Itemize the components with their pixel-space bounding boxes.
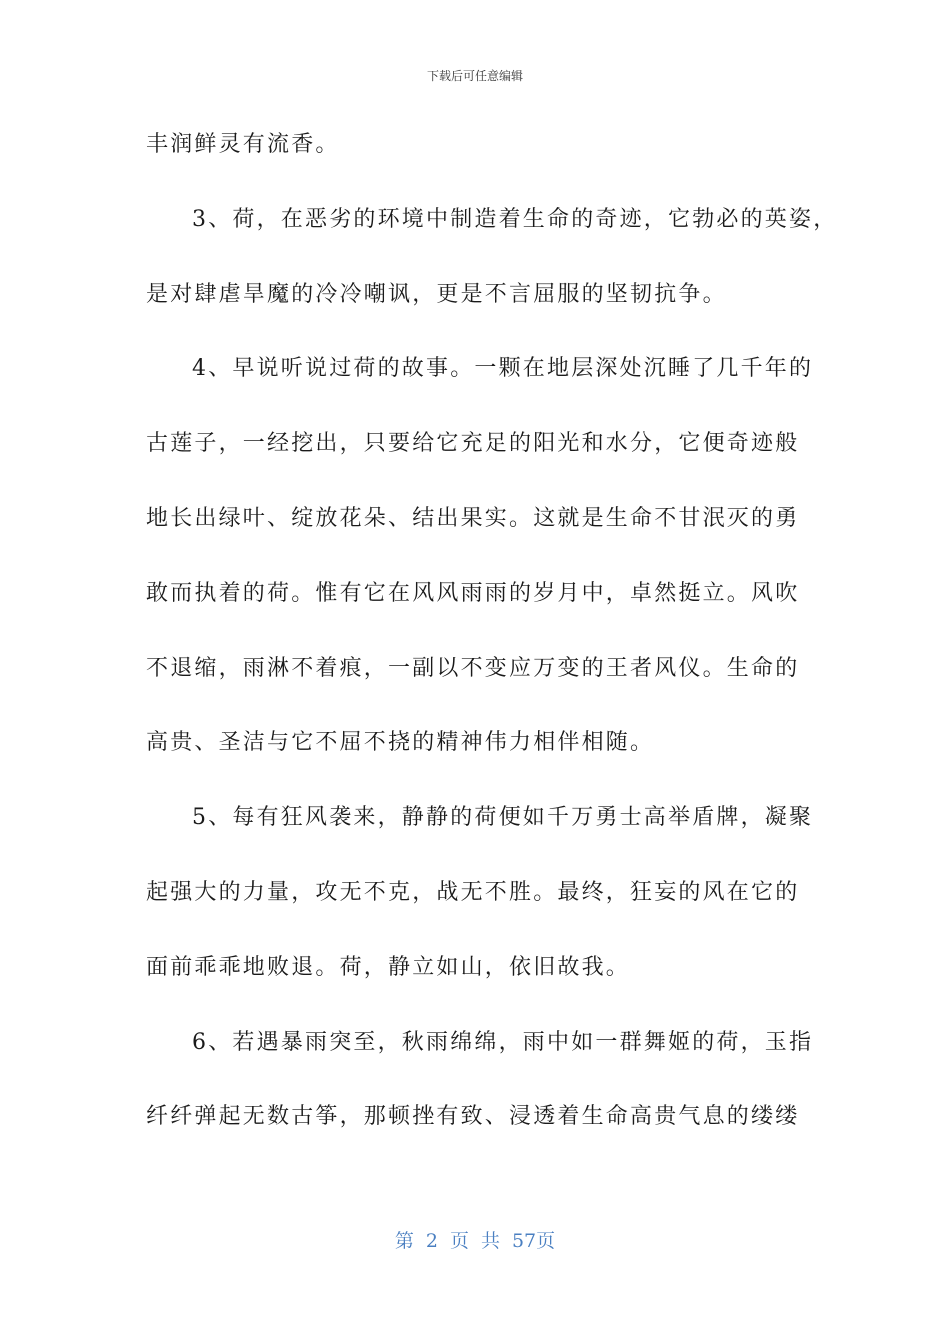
text-line: 古莲子，一经挖出，只要给它充足的阳光和水分，它便奇迹般	[146, 431, 800, 457]
page-header: 下载后可任意编辑	[426, 69, 523, 83]
text-line: 敢而执着的荷。惟有它在风风雨雨的岁月中，卓然挺立。风吹	[146, 580, 800, 606]
text-line: 起强大的力量，攻无不克，战无不胜。最终，狂妄的风在它的	[146, 879, 800, 905]
text-line: 丰润鲜灵有流香。	[146, 132, 340, 157]
total-pages: 57页	[511, 1230, 556, 1252]
text-line: 6、若遇暴雨突至，秋雨绵绵，雨中如一群舞姬的荷，玉指	[192, 1029, 814, 1055]
text-line: 3、荷，在恶劣的环境中制造着生命的奇迹，它勃必的英姿，	[192, 206, 838, 232]
text-line: 地长出绿叶、绽放花朵、结出果实。这就是生命不甘泯灭的勇	[146, 505, 800, 531]
document-body	[146, 122, 838, 1169]
total-label: 共	[480, 1230, 500, 1252]
text-line: 是对肆虐旱魔的冷冷嘲讽，更是不言屈服的坚韧抗争。	[146, 281, 727, 307]
text-line: 5、每有狂风袭来，静静的荷便如千万勇士高举盾牌，凝聚	[192, 805, 814, 831]
text-line: 4、早说听说过荷的故事。一颗在地层深处沉睡了几千年的	[192, 356, 814, 382]
current-page-number: 2	[425, 1230, 438, 1252]
text-line: 不退缩，雨淋不着痕，一副以不变应万变的王者风仪。生命的	[146, 655, 800, 681]
page-label-prefix: 第	[394, 1230, 414, 1252]
page-label-mid: 页	[449, 1230, 469, 1252]
text-line: 高贵、圣洁与它不屈不挠的精神伟力相伴相随。	[146, 730, 655, 756]
page-footer	[0, 1226, 950, 1253]
text-line: 面前乖乖地败退。荷，静立如山，依旧故我。	[146, 954, 631, 980]
text-line: 纤纤弹起无数古筝，那顿挫有致、浸透着生命高贵气息的缕缕	[146, 1104, 800, 1130]
